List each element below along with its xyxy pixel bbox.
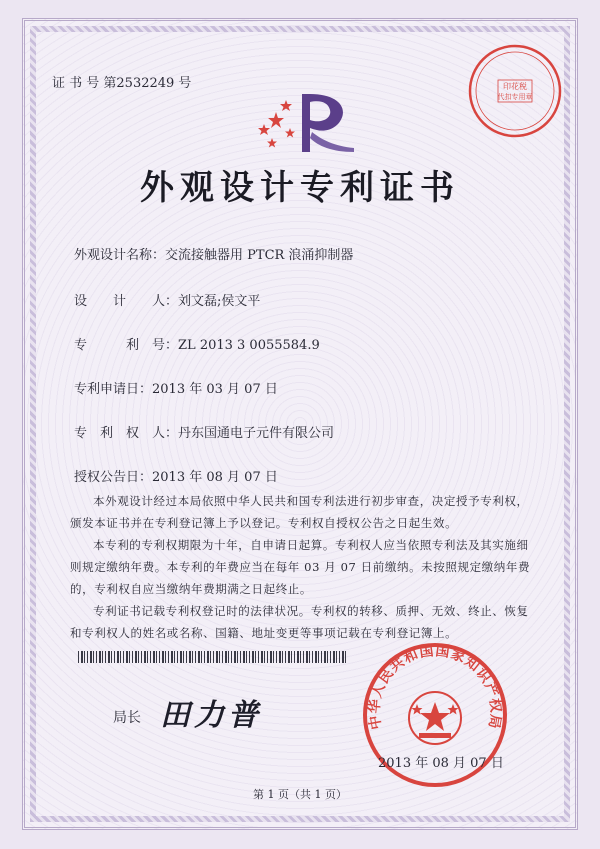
tax-stamp-icon <box>466 42 564 140</box>
sipo-logo-icon <box>250 88 360 158</box>
field-value: 丹东国通电子元件有限公司 <box>178 426 335 441</box>
field-label: 授权公告日： <box>74 470 153 485</box>
field-label: 设 计 人： <box>74 294 179 309</box>
signature-label: 局长 <box>113 710 141 726</box>
page-number: 第 1 页（共 1 页） <box>253 788 347 801</box>
body-paragraph: 本专利的专利权期限为十年，自申请日起算。专利权人应当依照专利法及其实施细则规定缴纳年费。本专利的年费应当在每年 03 月 07 日前缴纳。未按照规定缴纳年费的，专利权自应当缴纳年费期满之日起终止。 <box>70 538 531 596</box>
certificate-number: 证 书 号 第2532249 号 <box>52 76 192 91</box>
field-value: 交流接触器用 PTCR 浪涌抑制器 <box>165 248 354 263</box>
svg-text:代扣专用章: 代扣专用章 <box>497 93 533 101</box>
field-grant-date <box>74 466 278 485</box>
field-value: 刘文磊;侯文平 <box>178 294 261 309</box>
field-designer <box>74 290 260 309</box>
field-label: 专利申请日： <box>74 382 153 397</box>
field-label: 专 利 权 人： <box>74 426 179 441</box>
field-label: 外观设计名称： <box>74 248 166 263</box>
field-label: 专 利 号： <box>74 338 179 353</box>
field-design-name <box>74 244 353 263</box>
issue-date: 2013 年 08 月 07 日 <box>378 756 504 771</box>
director-signature: 田力普 <box>160 698 262 733</box>
barcode <box>78 651 346 663</box>
svg-text:印花税: 印花税 <box>503 82 527 91</box>
field-patent-number <box>74 334 320 353</box>
seal-text: 中华人民共和国国家知识产权局 <box>366 643 504 731</box>
field-value: 2013 年 03 月 07 日 <box>152 382 278 397</box>
field-patentee <box>74 422 334 441</box>
body-paragraph: 本外观设计经过本局依照中华人民共和国专利法进行初步审查，决定授予专利权，颁发本证书并在专利登记簿上予以登记。专利权自授权公告之日起生效。 <box>70 494 529 530</box>
body-paragraph: 专利证书记载专利权登记时的法律状况。专利权的转移、质押、无效、终止、恢复和专利权人的姓名或名称、国籍、地址变更等事项记载在专利登记簿上。 <box>70 604 529 640</box>
field-value: 2013 年 08 月 07 日 <box>152 470 278 485</box>
certificate-title: 外观设计专利证书 <box>140 168 460 208</box>
field-value: ZL 2013 3 0055584.9 <box>178 338 320 353</box>
field-application-date <box>74 378 278 397</box>
